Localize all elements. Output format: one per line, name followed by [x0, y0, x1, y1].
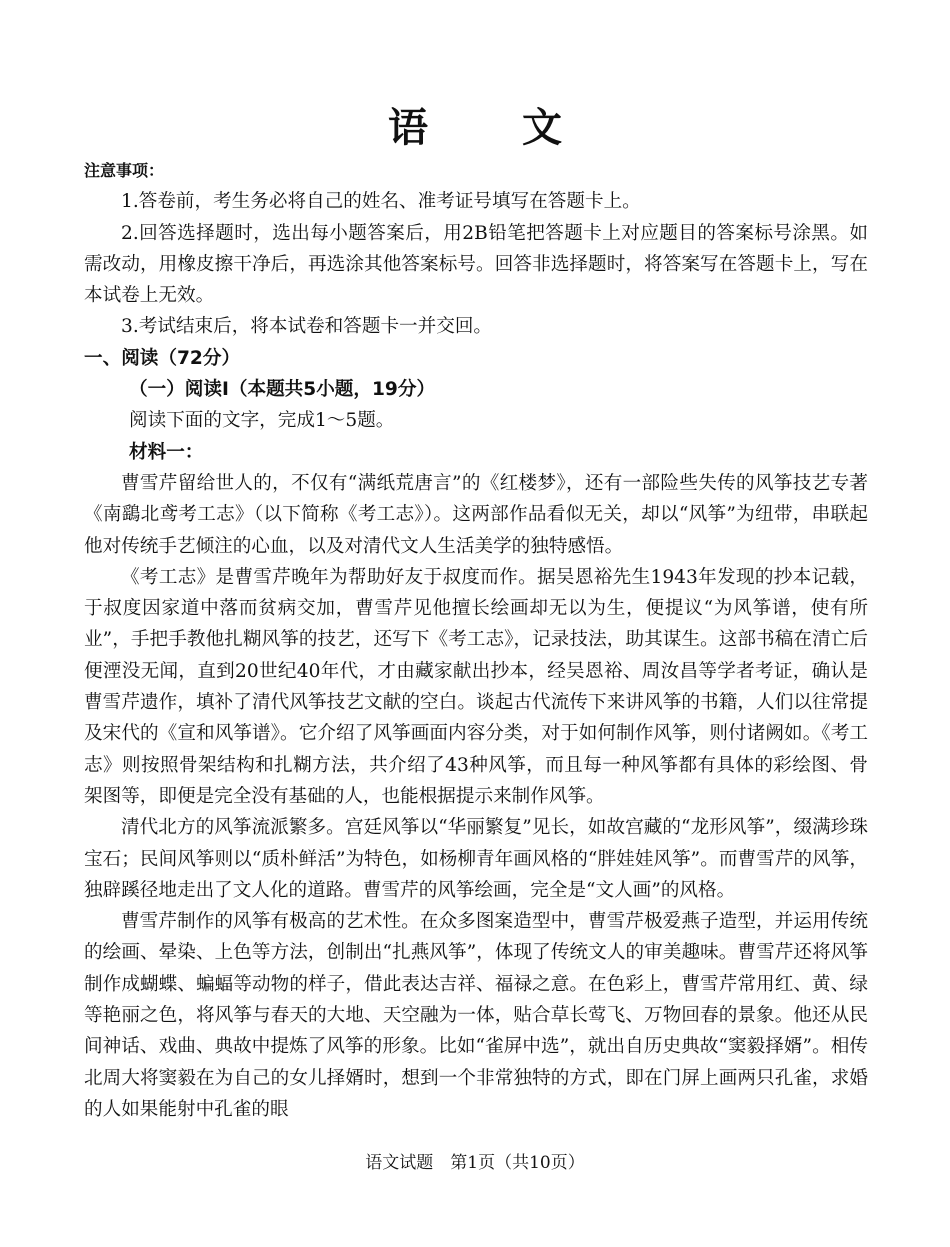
- notice-item: 1.答卷前，考生务必将自己的姓名、准考证号填写在答题卡上。: [121, 191, 641, 213]
- sub-section-heading: （一）阅读Ⅰ（本题共5小题，19分）: [129, 379, 436, 401]
- notice-item: 3.考试结束后，将本试卷和答题卡一并交回。: [121, 316, 493, 338]
- notice-item: 2.回答选择题时，选出每小题答案后，用2B铅笔把答题卡上对应题目的答案标号涂黑。如需改动，用橡皮擦干净后，再选涂其他答案标号。回答非选择题时，将答案写在答题卡上，写在本试卷上无效。: [84, 222, 868, 307]
- notice-heading: 注意事项：: [84, 161, 165, 180]
- page-content: [84, 155, 868, 1125]
- passage-paragraph: 清代北方的风筝流派繁多。宫廷风筝以“华丽繁复”见长，如故宫藏的“龙形风筝”，缀满珍珠宝石；民间风筝则以“质朴鲜活”为特色，如杨柳青年画风格的“胖娃娃风筝”。而曹雪芹的风筝，独辟蹊径地走出了文人化的道路。曹雪芹的风筝绘画，完全是“文人画”的风格。: [84, 817, 868, 901]
- material-label: 材料一：: [129, 441, 204, 463]
- passage-paragraph: 曹雪芹制作的风筝有极高的艺术性。在众多图案造型中，曹雪芹极爱燕子造型，并运用传统的绘画、晕染、上色等方法，创制出“扎燕风筝”，体现了传统文人的审美趣味。曹雪芹还将风筝制作成蝴蝶、蝙蝠等动物的样子，借此表达吉祥、福禄之意。在色彩上，曹雪芹常用红、黄、绿等艳丽之色，将风筝与春天的大地、天空融为一体，贴合草长莺飞、万物回春的景象。他还从民间神话、戏曲、典故中提炼了风筝的形象。比如“雀屏中选”，就出自历史典故“窦毅择婿”。相传北周大将窦毅在为自己的女儿择婿时，想到一个非常独特的方式，即在门屏上画两只孔雀，求婚的人如果能射中孔雀的眼: [84, 911, 868, 1120]
- page-footer: 语文试题 第1页（共10页）: [365, 1153, 585, 1173]
- section-heading: 一、阅读（72分）: [84, 347, 241, 369]
- passage-paragraph: 曹雪芹留给世人的，不仅有“满纸荒唐言”的《红楼梦》，还有一部险些失传的风筝技艺专著《南鷂北鸢考工志》（以下简称《考工志》）。这两部作品看似无关，却以“风筝”为纽带，串联起他对传统手艺倾注的心血，以及对清代文人生活美学的独特感悟。: [84, 472, 868, 557]
- instruction-text: 阅读下面的文字，完成1～5题。: [129, 410, 395, 432]
- page-title: 语 文: [388, 105, 602, 151]
- passage-paragraph: 《考工志》是曹雪芹晚年为帮助好友于叔度而作。据吴恩裕先生1943年发现的抄本记载，于叔度因家道中落而贫病交加，曹雪芹见他擅长绘画却无以为生，便提议“为风筝谱，使有所业”，手把手教他扎糊风筝的技艺，还写下《考工志》，记录技法，助其谋生。这部书稿在清亡后便湮没无闻，直到20世纪40年代，才由藏家献出抄本，经吴恩裕、周汝昌等学者考证，确认是曹雪芹遗作，填补了清代风筝技艺文献的空白。谈起古代流传下来讲风筝的书籍，人们以往常提及宋代的《宣和风筝谱》。它介绍了风筝画面内容分类，对于如何制作风筝，则付诸阙如。《考工志》则按照骨架结构和扎糊方法，共介绍了43种风筝，而且每一种风筝都有具体的彩绘图、骨架图等，即便是完全没有基础的人，也能根据提示来制作风筝。: [84, 566, 868, 807]
